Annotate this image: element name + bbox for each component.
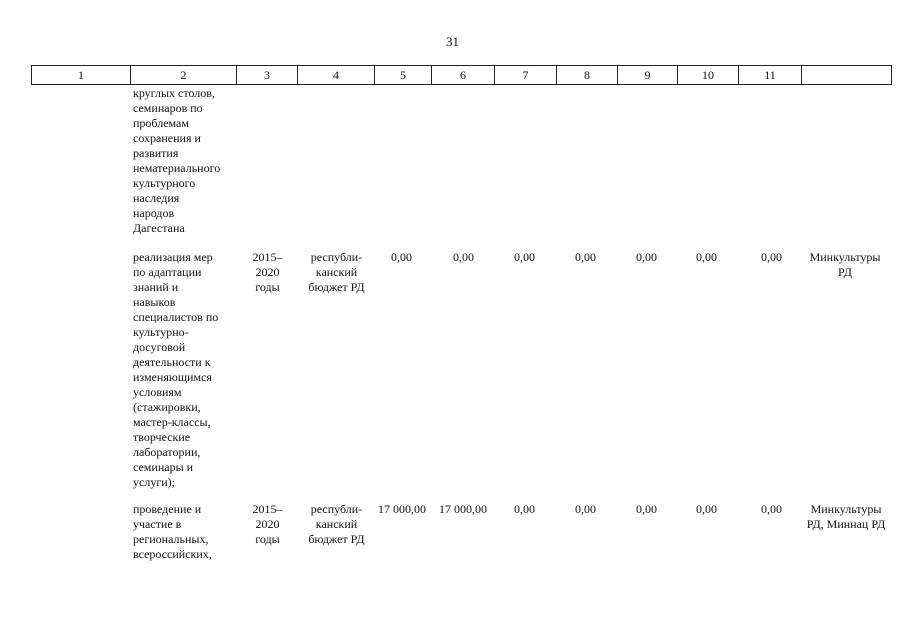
header-col-8: 8 bbox=[557, 66, 618, 85]
header-col-3: 3 bbox=[237, 66, 298, 85]
row3-value-col9: 0,00 bbox=[636, 502, 657, 516]
row2-value-col9: 0,00 bbox=[636, 250, 657, 264]
row3-period: 2015– 2020 годы bbox=[252, 502, 283, 546]
row2-value-col7: 0,00 bbox=[514, 250, 535, 264]
row3-value-col6: 17 000,00 bbox=[439, 502, 487, 516]
row1-description: круглых столов, семинаров по проблемам сохранения и развития нематериального культурного наследия народов Дагестана bbox=[133, 86, 221, 235]
row2-value-col6: 0,00 bbox=[453, 250, 474, 264]
header-col-4: 4 bbox=[298, 66, 375, 85]
row2-value-col10: 0,00 bbox=[696, 250, 717, 264]
row3-value-col10: 0,00 bbox=[696, 502, 717, 516]
header-col-6: 6 bbox=[432, 66, 495, 85]
header-col-12 bbox=[802, 66, 892, 85]
row3-funding-source: республи- канский бюджет РД bbox=[308, 502, 365, 546]
row2-value-col11: 0,00 bbox=[761, 250, 782, 264]
row2-description: реализация мер по адаптации знаний и навыков специалистов по культурно- досуговой деятельности к изменяющимся условиям (стажировки, мастер-классы, творческие лаборатории, семинары и услуги); bbox=[133, 250, 219, 489]
header-col-1: 1 bbox=[32, 66, 131, 85]
row2-executor: Минкультуры РД bbox=[809, 250, 881, 279]
header-col-7: 7 bbox=[495, 66, 557, 85]
row3-executor: Минкультуры РД, Миннац РД bbox=[806, 502, 886, 531]
header-col-11: 11 bbox=[739, 66, 802, 85]
row2-period: 2015– 2020 годы bbox=[252, 250, 283, 294]
row3-value-col7: 0,00 bbox=[514, 502, 535, 516]
row2-value-col8: 0,00 bbox=[575, 250, 596, 264]
header-col-10: 10 bbox=[678, 66, 739, 85]
header-col-5: 5 bbox=[375, 66, 432, 85]
row2-funding-source: республи- канский бюджет РД bbox=[308, 250, 365, 294]
column-number-header bbox=[31, 65, 892, 85]
row3-value-col5: 17 000,00 bbox=[378, 502, 426, 516]
header-col-2: 2 bbox=[131, 66, 237, 85]
header-col-9: 9 bbox=[618, 66, 678, 85]
row2-value-col5: 0,00 bbox=[391, 250, 412, 264]
row3-description: проведение и участие в региональных, всероссийских, bbox=[133, 502, 212, 561]
row3-value-col8: 0,00 bbox=[575, 502, 596, 516]
row3-value-col11: 0,00 bbox=[761, 502, 782, 516]
page-number: 31 bbox=[446, 34, 459, 49]
